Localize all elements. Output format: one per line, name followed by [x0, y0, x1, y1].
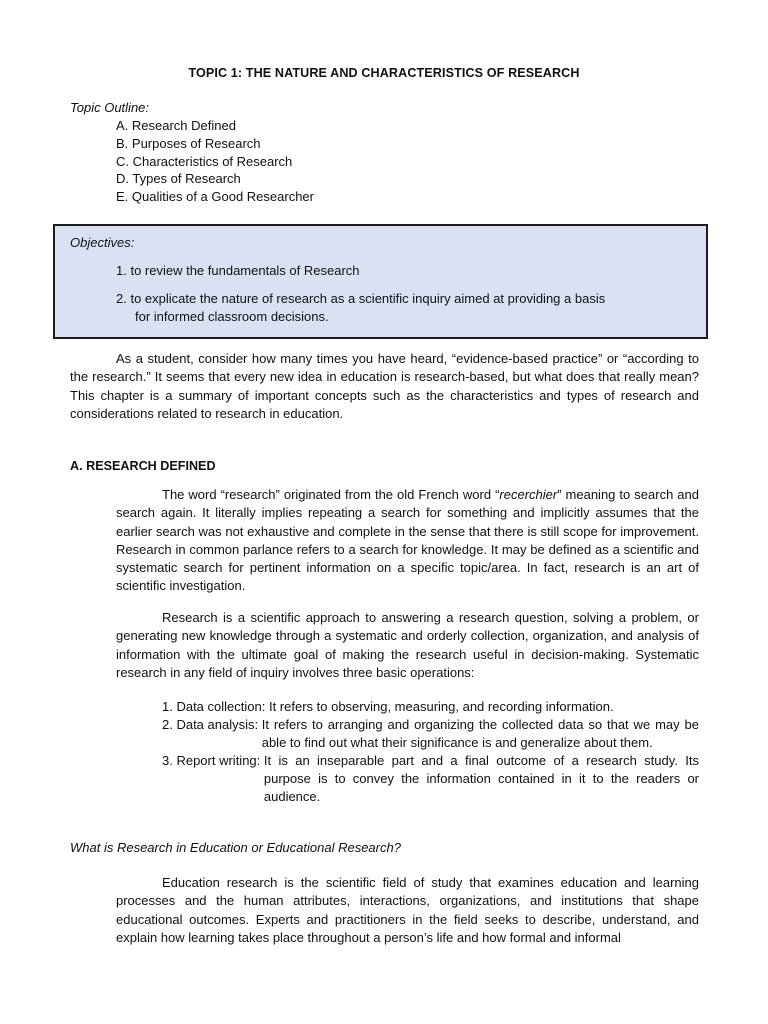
objective-item-2-line1: 2. to explicate the nature of research as a scientific inquiry aimed at providing a basis: [116, 291, 606, 306]
topic-outline-list: [116, 117, 314, 206]
objectives-box: [53, 224, 708, 339]
operation-term: 1. Data collection:: [162, 699, 269, 714]
p1-french-word: recerchier: [499, 487, 558, 502]
operation-term: 2. Data analysis:: [162, 717, 262, 732]
outline-item: D. Types of Research: [116, 171, 241, 187]
operation-desc: It is an inseparable part and a final outcome of a research study. Its purpose is to convey the information contained in it to the readers or audience.: [263, 753, 699, 804]
research-defined-paragraph-1: [116, 486, 699, 596]
objective-item-2: [116, 290, 676, 326]
operation-item: [162, 716, 699, 752]
topic-outline-label: Topic Outline:: [70, 100, 150, 115]
operation-term: 3. Report writing:: [162, 753, 264, 768]
outline-item: E. Qualities of a Good Researcher: [116, 189, 314, 205]
research-defined-paragraph-2: Research is a scientific approach to answering a research question, solving a problem, or generating new knowledge through a systematic and orderly collection, organization, and analysis of information with the ultimate goal of making the research useful in decision-making. Systematic research in any field of inquiry involves three basic operations:: [116, 610, 699, 680]
p1-text-end: ” meaning to search and search again. It literally implies repeating a search for something and implicitly assumes that the earlier search was not exhaustive and complete in the sense that there is still scope for improvement. Research in common parlance refers to a search for knowledge. It may be defined as a scientific and systematic search for pertinent information on a specific topic/area. In fact, research is an art of scientific investigation.: [116, 487, 699, 594]
operation-desc: It refers to arranging and organizing the collected data so that we may be able to find out what their significance is and generalize about them.: [261, 717, 699, 750]
educational-research-question: What is Research in Education or Educational Research?: [70, 840, 401, 855]
outline-item: B. Purposes of Research: [116, 135, 261, 151]
operations-list: [162, 698, 699, 806]
operation-desc: It refers to observing, measuring, and recording information.: [268, 699, 614, 714]
objective-item-1: 1. to review the fundamentals of Research: [116, 263, 360, 278]
objective-item-2-line2: for informed classroom decisions.: [135, 309, 329, 324]
educational-research-paragraph: Education research is the scientific field of study that examines education and learning processes and the human attributes, interactions, organizations, and institutions that shape educational outcomes. Experts and practitioners in the field seeks to describe, understand, and explain how learning takes place throughout a person’s life and how formal and informal: [116, 875, 699, 945]
section-a-heading: A. RESEARCH DEFINED: [70, 459, 216, 473]
document-title: TOPIC 1: THE NATURE AND CHARACTERISTICS OF RESEARCH: [188, 66, 580, 80]
operation-item: [162, 752, 699, 806]
intro-paragraph: As a student, consider how many times you have heard, “evidence-based practice” or “according to the research.” It seems that every new idea in education is research-based, but what does that really mean? This chapter is a summary of important concepts such as the characteristics and types of research and considerations related to research in education.: [70, 351, 699, 421]
objectives-label: Objectives:: [70, 235, 135, 250]
outline-item: A. Research Defined: [116, 118, 236, 133]
operation-item: [162, 698, 699, 716]
outline-item: C. Characteristics of Research: [116, 153, 293, 169]
p1-text-start: The word “research” originated from the old French word “: [162, 487, 500, 502]
